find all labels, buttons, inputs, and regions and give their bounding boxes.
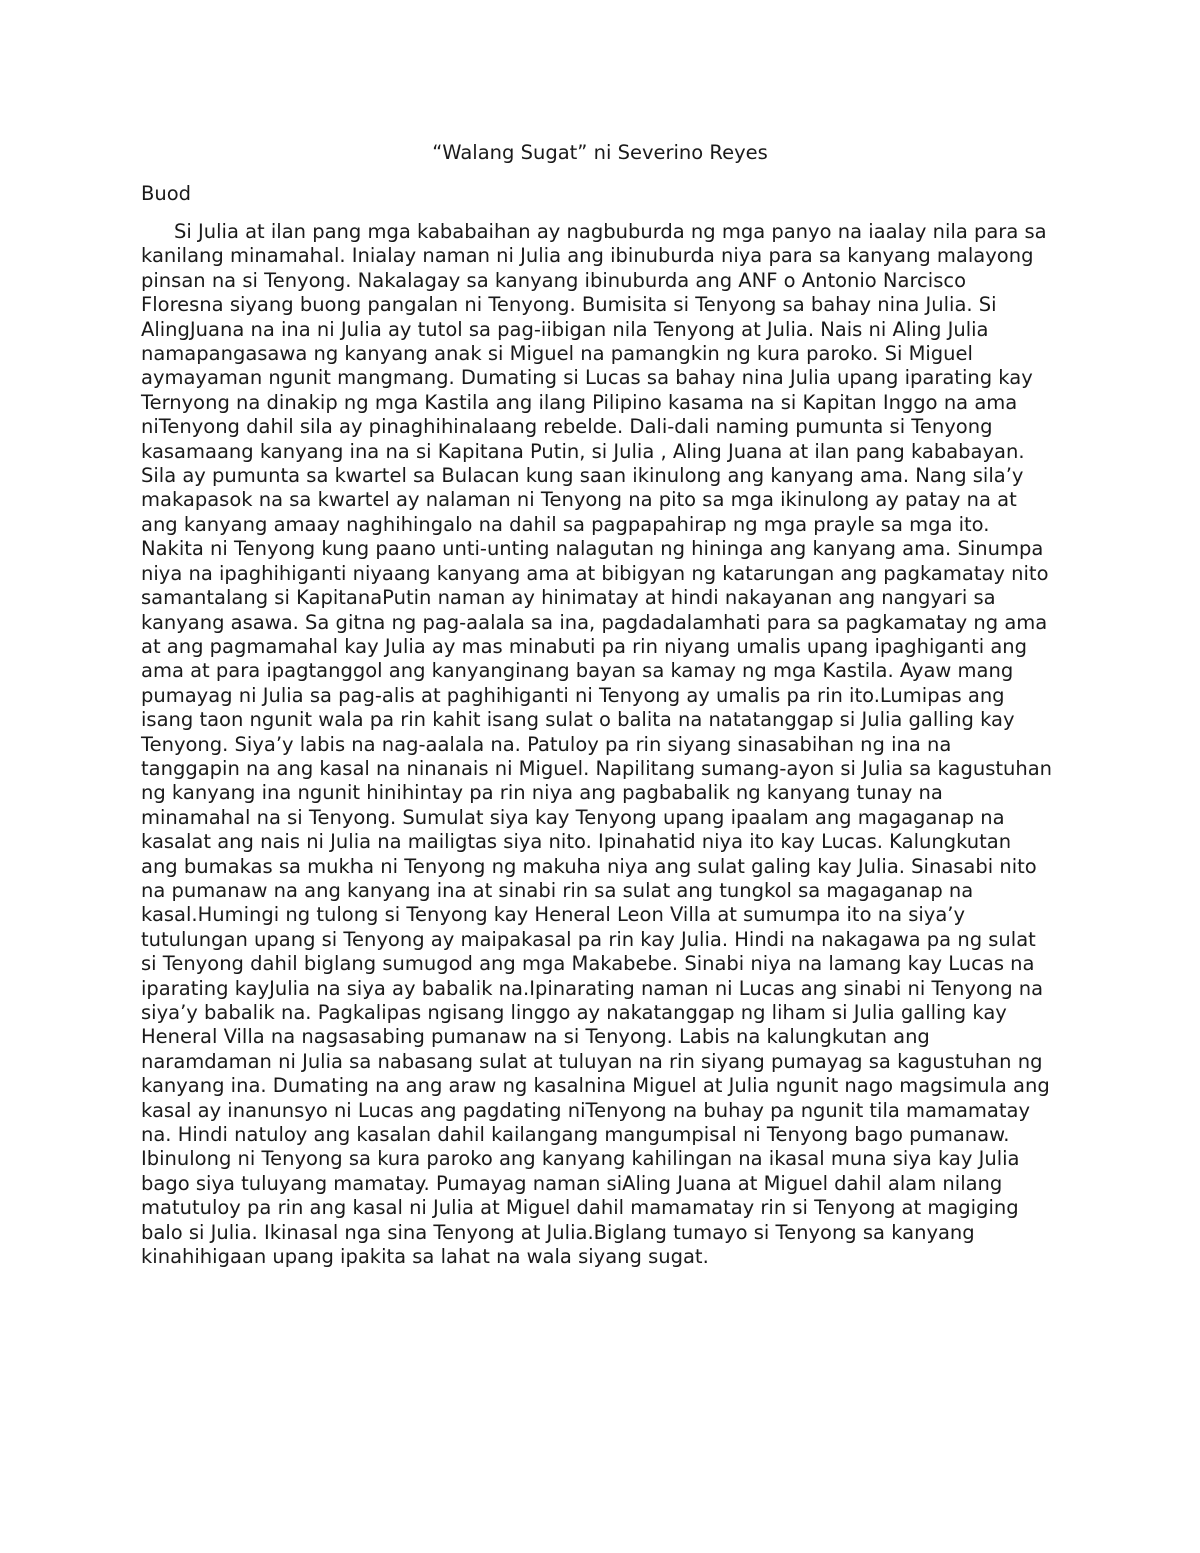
section-heading: Buod	[141, 182, 192, 205]
summary-paragraph	[141, 220, 1071, 1269]
paragraph-line: ang kanyang amaay naghihingalo na dahil sa pagpapahirap ng mga prayle sa mga ito.	[141, 512, 990, 536]
paragraph-line: kasal.Humingi ng tulong si Tenyong kay Heneral Leon Villa at sumumpa ito na siya’y	[141, 903, 966, 927]
paragraph-line: siya’y babalik na. Pagkalipas ngisang linggo ay nakatanggap ng liham si Julia galling kay	[141, 1001, 1007, 1024]
paragraph-line: Ternyong na dinakip ng mga Kastila ang ilang Pilipino kasama na si Kapitan Inggo na ama	[141, 390, 1018, 414]
paragraph-line: Si Julia at ilan pang mga kababaihan ay nagbuburda ng mga panyo na iaalay nila para sa	[174, 220, 1047, 243]
paragraph-line: minamahal na si Tenyong. Sumulat siya kay Tenyong upang ipaalam ang magaganap na	[141, 805, 1005, 829]
paragraph-line: Nakita ni Tenyong kung paano unti-unting nalagutan ng hininga ang kanyang ama. Sinumpa	[141, 537, 1044, 561]
paragraph-line: aymayaman ngunit mangmang. Dumating si Lucas sa bahay nina Julia upang iparating kay	[141, 366, 1033, 390]
paragraph-line: makapasok na sa kwartel ay nalaman ni Tenyong na pito sa mga ikinulong ay patay na at	[141, 488, 1017, 512]
paragraph-line: ama at para ipagtanggol ang kanyanginang bayan sa kamay ng mga Kastila. Ayaw mang	[141, 659, 1014, 683]
paragraph-line: namapangasawa ng kanyang anak si Miguel na pamangkin ng kura paroko. Si Miguel	[141, 342, 973, 366]
paragraph-line: pinsan na si Tenyong. Nakalagay sa kanyang ibinuburda ang ANF o Antonio Narcisco	[141, 268, 966, 292]
paragraph-line: AlingJuana na ina ni Julia ay tutol sa pag-iibigan nila Tenyong at Julia. Nais ni Aling Julia	[141, 317, 989, 341]
paragraph-line: pumayag ni Julia sa pag-alis at paghihiganti ni Tenyong ay umalis pa rin ito.Lumipas ang	[141, 683, 1005, 707]
paragraph-line: niya na ipaghihiganti niyaang kanyang ama at bibigyan ng katarungan ang pagkamatay nito	[141, 561, 1049, 585]
paragraph-line: Floresna siyang buong pangalan ni Tenyong. Bumisita si Tenyong sa bahay nina Julia. Si	[141, 293, 997, 317]
paragraph-line: kasamaang kanyang ina na si Kapitana Putin, si Julia , Aling Juana at ilan pang kababayan.	[141, 439, 1025, 463]
paragraph-line: Heneral Villa na nagsasabing pumanaw na si Tenyong. Labis na kalungkutan ang	[141, 1025, 930, 1049]
paragraph-line: bago siya tuluyang mamatay. Pumayag naman siAling Juana at Miguel dahil alam nilang	[141, 1171, 1003, 1195]
paragraph-line: na. Hindi natuloy ang kasalan dahil kailangang mangumpisal ni Tenyong bago pumanaw.	[141, 1123, 1010, 1147]
paragraph-line: isang taon ngunit wala pa rin kahit isang sulat o balita na natatanggap si Julia galling kay	[141, 708, 1015, 732]
paragraph-line: tanggapin na ang kasal na ninanais ni Miguel. Napilitang sumang-ayon si Julia sa kagustuhan	[141, 756, 1053, 780]
paragraph-line: iparating kayJulia na siya ay babalik na.Ipinarating naman ni Lucas ang sinabi ni Tenyong na	[141, 976, 1044, 1000]
document-title: “Walang Sugat” ni Severino Reyes	[432, 141, 768, 164]
paragraph-line: ng kanyang ina ngunit hinihintay pa rin niya ang pagbabalik ng kanyang tunay na	[141, 781, 943, 805]
paragraph-line: kasalat ang nais ni Julia na mailigtas siya nito. Ipinahatid niya ito kay Lucas. Kalungkutan	[141, 830, 1012, 854]
paragraph-line: ang bumakas sa mukha ni Tenyong ng makuha niya ang sulat galing kay Julia. Sinasabi nito	[141, 854, 1037, 878]
paragraph-line: kanyang ina. Dumating na ang araw ng kasalnina Miguel at Julia ngunit nago magsimula ang	[141, 1074, 1050, 1098]
paragraph-line: kasal ay inanunsyo ni Lucas ang pagdating niTenyong na buhay pa ngunit tila mamamatay	[141, 1098, 1031, 1122]
paragraph-line: kinahihigaan upang ipakita sa lahat na wala siyang sugat.	[141, 1245, 709, 1269]
paragraph-line: Sila ay pumunta sa kwartel sa Bulacan kung saan ikinulong ang kanyang ama. Nang sila’y	[141, 464, 1024, 488]
paragraph-line: tutulungan upang si Tenyong ay maipakasal pa rin kay Julia. Hindi na nakagawa pa ng sulat	[141, 927, 1036, 951]
paragraph-line: niTenyong dahil sila ay pinaghihinalaang rebelde. Dali-dali naming pumunta si Tenyong	[141, 415, 993, 439]
paragraph-line: kanyang asawa. Sa gitna ng pag-aalala sa ina, pagdadalamhati para sa pagkamatay ng ama	[141, 610, 1048, 634]
paragraph-line: si Tenyong dahil biglang sumugod ang mga Makabebe. Sinabi niya na lamang kay Lucas na	[141, 952, 1035, 976]
paragraph-line: samantalang si KapitanaPutin naman ay hinimatay at hindi nakayanan ang nangyari sa	[141, 586, 996, 610]
paragraph-line: balo si Julia. Ikinasal nga sina Tenyong at Julia.Biglang tumayo si Tenyong sa kanyang	[141, 1220, 975, 1244]
paragraph-line: kanilang minamahal. Inialay naman ni Julia ang ibinuburda niya para sa kanyang malayong	[141, 244, 1034, 268]
paragraph-line: na pumanaw na ang kanyang ina at sinabi rin sa sulat ang tungkol sa magaganap na	[141, 878, 974, 902]
paragraph-line: naramdaman ni Julia sa nabasang sulat at tuluyan na rin siyang pumayag sa kagustuhan ng	[141, 1049, 1043, 1073]
paragraph-line: matutuloy pa rin ang kasal ni Julia at Miguel dahil mamamatay rin si Tenyong at magiging	[141, 1196, 1019, 1220]
paragraph-line: at ang pagmamahal kay Julia ay mas minabuti pa rin niyang umalis upang ipaghiganti ang	[141, 634, 1028, 658]
paragraph-line: Tenyong. Siya’y labis na nag-aalala na. Patuloy pa rin siyang sinasabihan ng ina na	[141, 732, 952, 756]
paragraph-line: Ibinulong ni Tenyong sa kura paroko ang kanyang kahilingan na ikasal muna siya kay Julia	[141, 1147, 1020, 1171]
